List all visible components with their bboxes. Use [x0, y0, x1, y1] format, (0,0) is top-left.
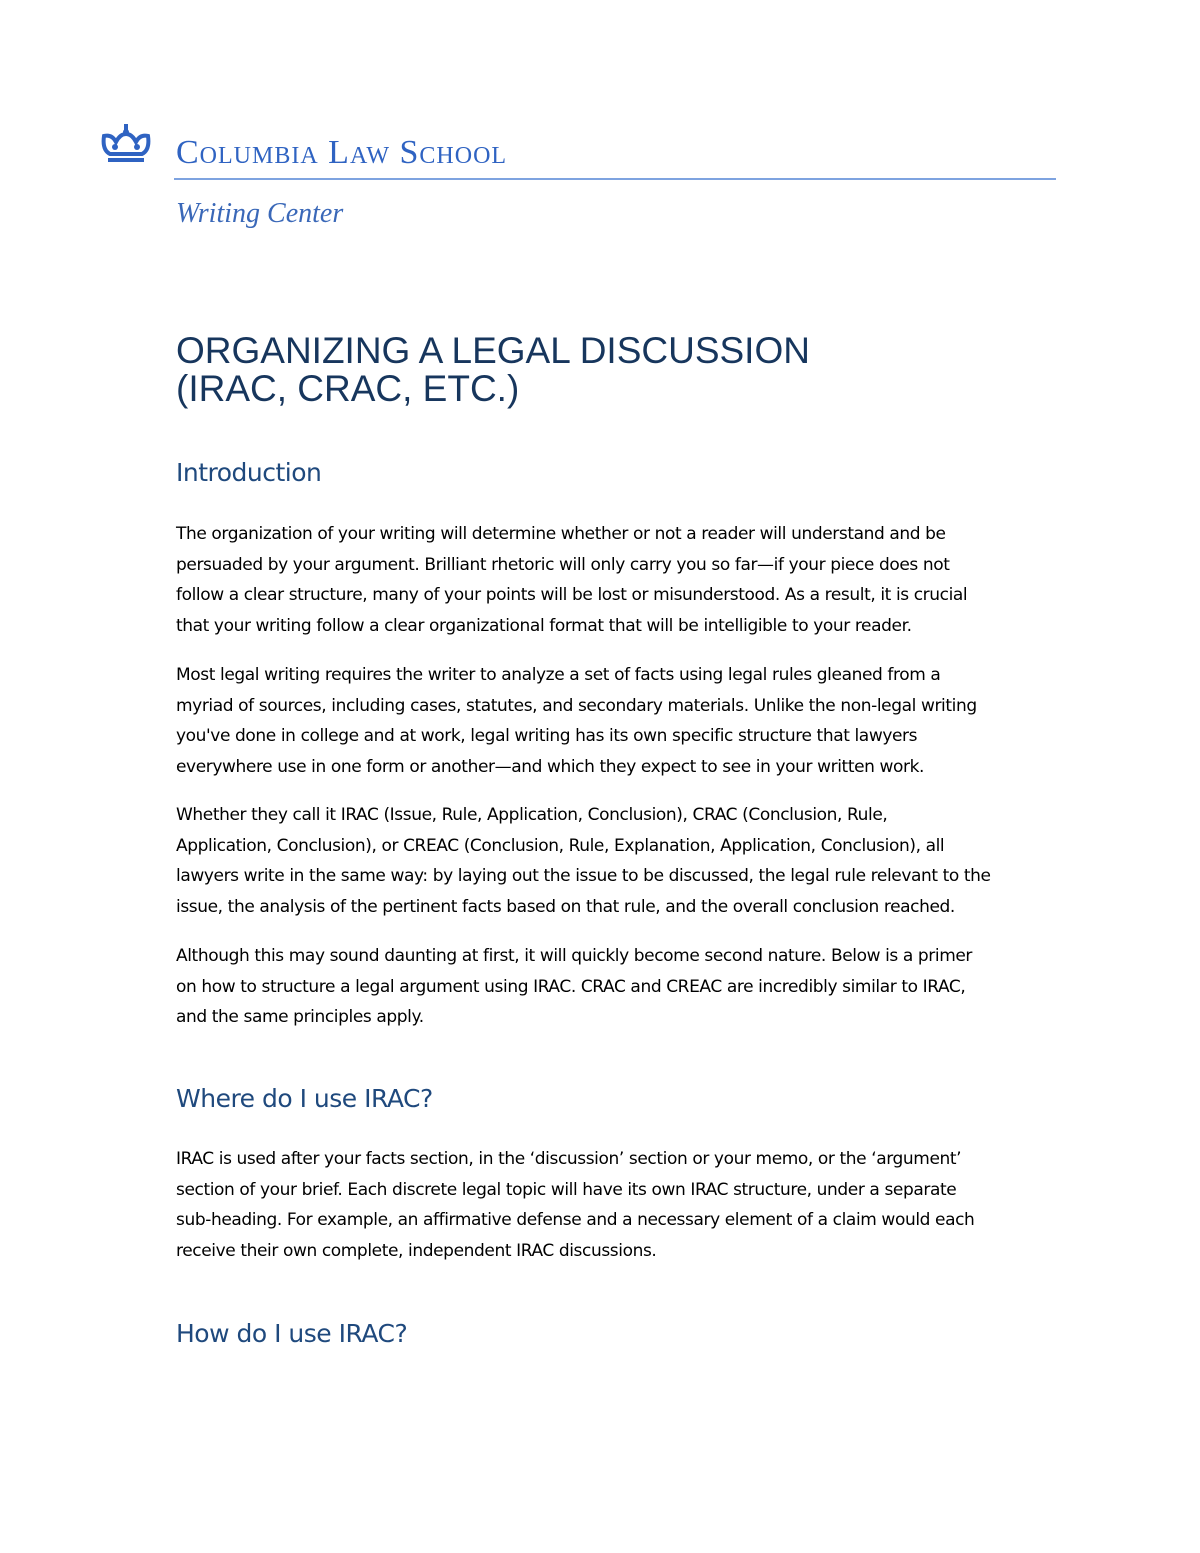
text-line: sub-heading. For example, an affirmative defense and a necessary element of a claim would each — [176, 1210, 975, 1230]
text-line: on how to structure a legal argument using IRAC. CRAC and CREAC are incredibly similar to IRAC, — [176, 976, 966, 997]
section-heading-where: Where do I use IRAC? — [176, 1084, 433, 1113]
text-line: you've done in college and at work, legal writing has its own specific structure that lawyers — [176, 726, 918, 746]
text-line: lawyers write in the same way: by laying out the issue to be discussed, the legal rule relevant to the — [176, 866, 991, 886]
paragraph — [176, 660, 1066, 782]
section-heading-introduction: Introduction — [176, 458, 322, 487]
text-line: The organization of your writing will determine whether or not a reader will understand and be — [176, 524, 946, 544]
text-line: follow a clear structure, many of your points will be lost or misunderstood. As a result, it is crucial — [176, 585, 968, 605]
text-line: section of your brief. Each discrete legal topic will have its own IRAC structure, under a separate — [176, 1179, 957, 1200]
section-heading-how: How do I use IRAC? — [176, 1319, 408, 1348]
text-line: IRAC is used after your facts section, in the ‘discussion’ section or your memo, or the ‘argument’ — [176, 1149, 962, 1169]
text-line: Whether they call it IRAC (Issue, Rule, Application, Conclusion), CRAC (Conclusion, Rule, — [176, 805, 888, 825]
text-line: and the same principles apply. — [176, 1007, 424, 1027]
text-line: myriad of sources, including cases, statutes, and secondary materials. Unlike the non-legal writing — [176, 695, 977, 716]
title-line: ORGANIZING A LEGAL DISCUSSION — [176, 330, 810, 371]
paragraph — [176, 1144, 1066, 1266]
text-line: receive their own complete, independent IRAC discussions. — [176, 1240, 657, 1261]
paragraph — [176, 941, 1066, 1033]
paragraph — [176, 800, 1066, 922]
crown-logo-icon — [100, 124, 152, 170]
header-rule — [174, 178, 1056, 180]
text-line: that your writing follow a clear organizational format that will be intelligible to your reader. — [176, 615, 912, 636]
brand-name: Columbia Law School — [176, 134, 508, 171]
text-line: persuaded by your argument. Brilliant rhetoric will only carry you so far—if your piece does not — [176, 554, 950, 575]
title-line: (IRAC, CRAC, ETC.) — [176, 368, 520, 409]
text-line: Most legal writing requires the writer to analyze a set of facts using legal rules gleaned from a — [176, 665, 941, 685]
paragraph — [176, 519, 1066, 641]
text-line: everywhere use in one form or another—and which they expect to see in your written work. — [176, 756, 925, 777]
page-title — [176, 332, 810, 408]
sub-brand: Writing Center — [176, 198, 344, 229]
text-line: Application, Conclusion), or CREAC (Conclusion, Rule, Explanation, Application, Conclusion), all — [176, 835, 945, 856]
text-line: Although this may sound daunting at first, it will quickly become second nature. Below is a primer — [176, 946, 973, 966]
text-line: issue, the analysis of the pertinent facts based on that rule, and the overall conclusion reached. — [176, 896, 955, 917]
